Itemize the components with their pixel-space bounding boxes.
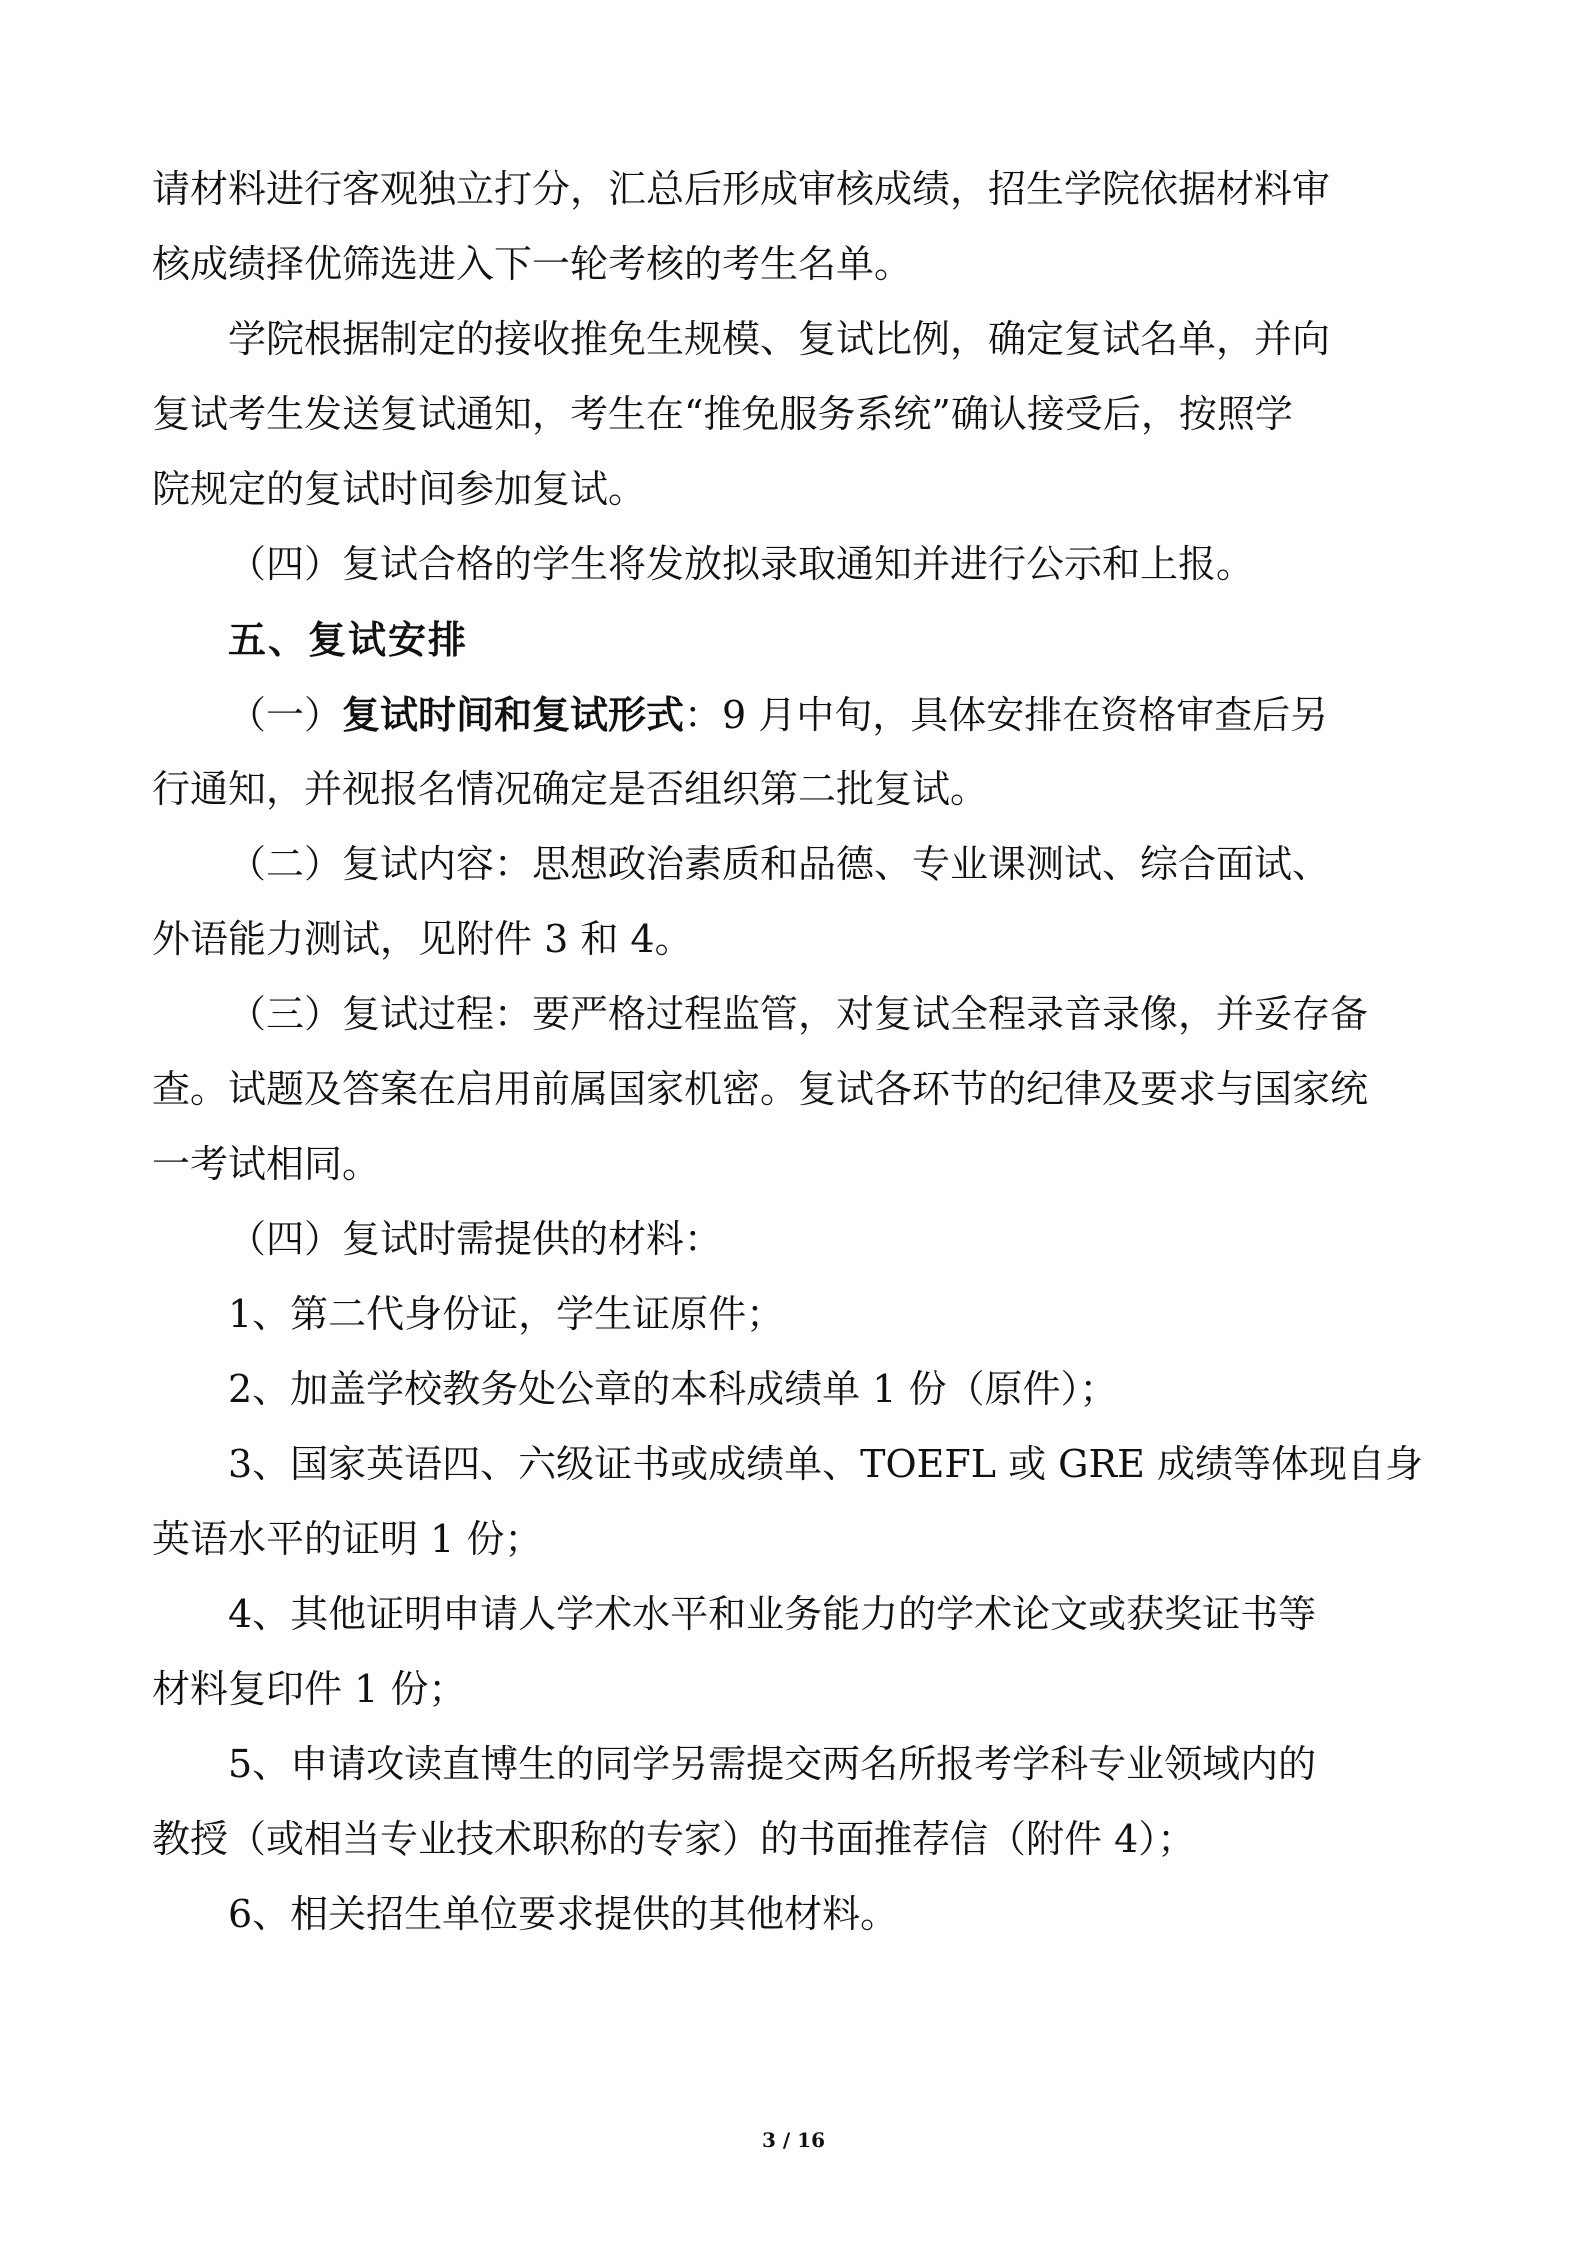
text-line: 教授（或相当专业技术职称的专家）的书面推荐信（附件 4）； [152, 1817, 1196, 1861]
list-item: 5、申请攻读直博生的同学另需提交两名所报考学科专业领域内的 [228, 1742, 1317, 1786]
list-item: 4、其他证明申请人学术水平和业务能力的学术论文或获奖证书等 [228, 1592, 1317, 1636]
text-line: （四）复试时需提供的材料： [228, 1217, 723, 1261]
text-line: 学院根据制定的接收推免生规模、复试比例，确定复试名单，并向 [228, 317, 1331, 361]
text-line: （三）复试过程：要严格过程监管，对复试全程录音录像，并妥存备 [228, 992, 1369, 1036]
text-line: 材料复印件 1 份； [152, 1667, 467, 1711]
list-item: 2、加盖学校教务处公章的本科成绩单 1 份（原件）； [228, 1367, 1118, 1411]
list-item: 6、相关招生单位要求提供的其他材料。 [228, 1892, 899, 1936]
text-line: 查。试题及答案在启用前属国家机密。复试各环节的纪律及要求与国家统 [152, 1067, 1369, 1111]
text-line: 英语水平的证明 1 份； [152, 1517, 543, 1561]
text-line: 核成绩择优筛选进入下一轮考核的考生名单。 [152, 242, 913, 286]
item-number: （一） [228, 693, 343, 737]
text-line: （四）复试合格的学生将发放拟录取通知并进行公示和上报。 [228, 542, 1255, 586]
text-line: （二）复试内容：思想政治素质和品德、专业课测试、综合面试、 [228, 842, 1331, 886]
text-line: 复试考生发送复试通知，考生在“推免服务系统”确认接受后，按照学 [152, 392, 1293, 436]
section-heading: 五、复试安排 [228, 617, 469, 662]
document-body [152, 152, 1464, 1952]
text-line: 外语能力测试，见附件 3 和 4。 [152, 917, 693, 961]
list-item: 3、国家英语四、六级证书或成绩单、TOEFL 或 GRE 成绩等体现自身 [228, 1442, 1423, 1486]
item-text: ：9 月中旬，具体安排在资格审查后另 [684, 693, 1329, 737]
text-line: 行通知，并视报名情况确定是否组织第二批复试。 [152, 767, 989, 811]
text-line: 一考试相同。 [152, 1142, 381, 1186]
text-line: 院规定的复试时间参加复试。 [152, 467, 647, 511]
text-line [152, 677, 1464, 752]
page-number: 3 / 16 [762, 2128, 825, 2152]
bold-term: 复试时间和复试形式 [342, 692, 685, 737]
list-item: 1、第二代身份证，学生证原件； [228, 1292, 785, 1336]
text-line: 请材料进行客观独立打分，汇总后形成审核成绩，招生学院依据材料审 [152, 167, 1331, 211]
